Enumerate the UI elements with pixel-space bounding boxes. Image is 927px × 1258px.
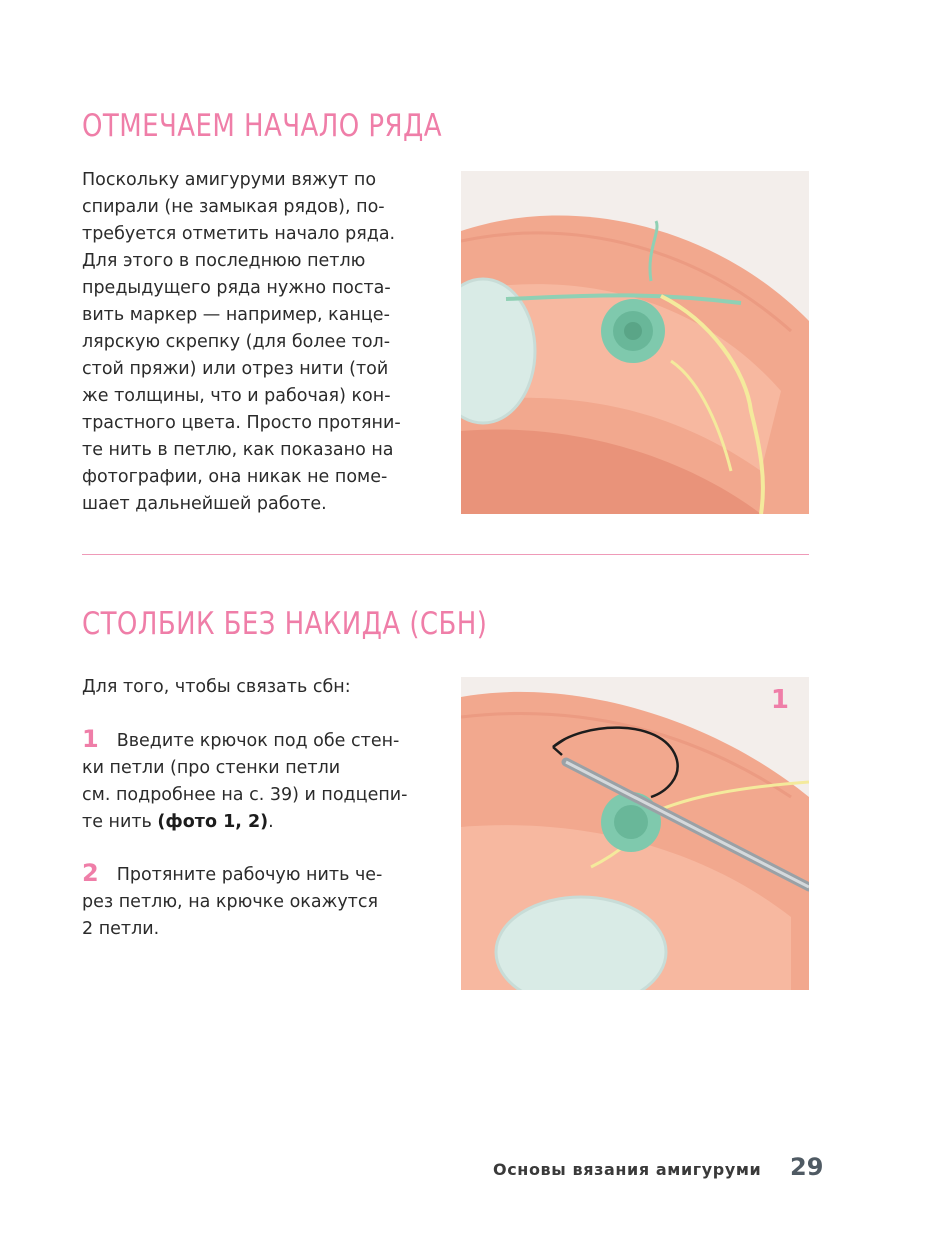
photo-number-label: 1 [770, 685, 789, 715]
step-1 [82, 726, 427, 836]
text-line: спирали (не замыкая рядов), по- [82, 197, 385, 217]
text-line: Для этого в последнюю петлю [82, 251, 366, 271]
page-number: 29 [790, 1153, 824, 1181]
photo-marker-loop [461, 171, 809, 514]
text-line: трастного цвета. Просто протяни- [82, 413, 401, 433]
step-number: 2 [82, 859, 99, 887]
text-line: Для того, чтобы связать сбн: [82, 677, 351, 697]
fingers-with-marker-illustration [461, 171, 809, 514]
photo-hook-insertion [461, 677, 809, 990]
text-line: требуется отметить начало ряда. [82, 224, 396, 244]
step-text: те нить [82, 812, 158, 832]
text-line: рез петлю, на крючке окажутся [82, 892, 379, 912]
text-line: предыдущего ряда нужно поста- [82, 278, 391, 298]
section-title-single-crochet: СТОЛБИК БЕЗ НАКИДА (СБН) [82, 606, 488, 642]
text-line: вить маркер — например, канце- [82, 305, 390, 325]
text-line [82, 809, 427, 836]
text-line [82, 860, 427, 889]
step-number: 1 [82, 725, 99, 753]
running-footer-title: Основы вязания амигуруми [493, 1160, 762, 1179]
section-divider [82, 554, 809, 555]
text-line [82, 726, 427, 755]
text-line: стой пряжи) или отрез нити (той [82, 359, 389, 379]
text-line: см. подробнее на с. 39) и подцепи- [82, 785, 408, 805]
text-line: шает дальнейшей работе. [82, 494, 327, 514]
text-line: же толщины, что и рабочая) кон- [82, 386, 391, 406]
step-text: Введите крючок под обе стен- [116, 731, 400, 751]
text-line: ки петли (про стенки петли [82, 758, 341, 778]
hook-in-loop-illustration [461, 677, 809, 990]
step-text: . [268, 812, 274, 832]
text-line: те нить в петлю, как показано на [82, 440, 394, 460]
text-line: фотографии, она никак не поме- [82, 467, 388, 487]
intro-paragraph [82, 167, 427, 518]
photo-reference: (фото 1, 2) [157, 812, 269, 832]
step-2 [82, 860, 427, 943]
text-line: 2 петли. [82, 919, 160, 939]
lead-paragraph [82, 674, 427, 701]
step-text: Протяните рабочую нить че- [116, 865, 383, 885]
text-line: лярскую скрепку (для более тол- [82, 332, 391, 352]
text-line: Поскольку амигуруми вяжут по [82, 170, 377, 190]
section-title-marking: ОТМЕЧАЕМ НАЧАЛО РЯДА [82, 108, 442, 144]
